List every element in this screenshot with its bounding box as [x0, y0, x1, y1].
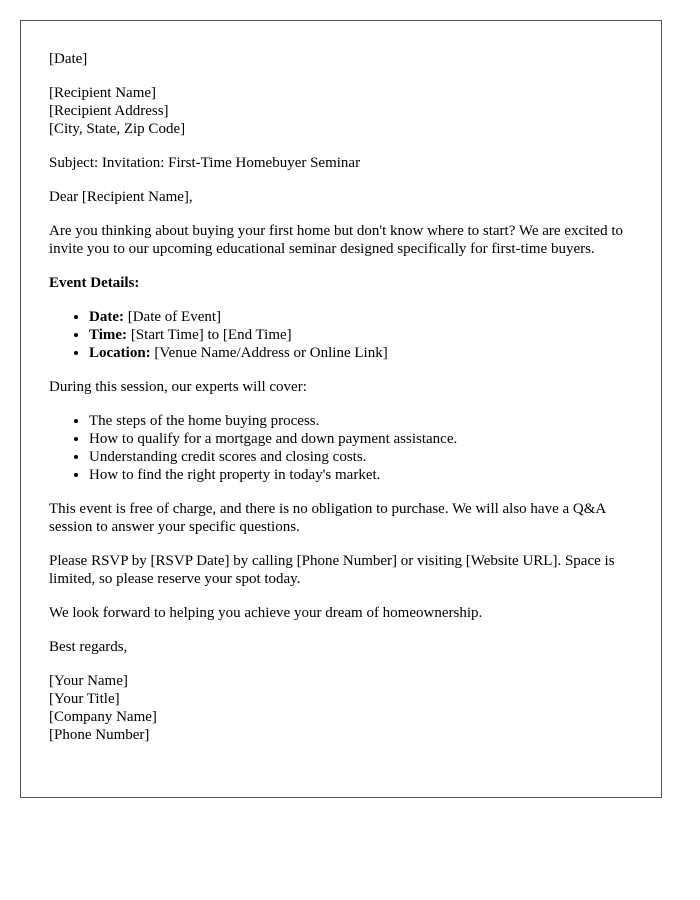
- signature-block: [49, 672, 633, 744]
- closing-paragraph: We look forward to helping you achieve your dream of homeownership.: [49, 605, 483, 621]
- topic-item: • How to find the right property in today's market.: [89, 466, 633, 484]
- event-detail-location: [89, 344, 633, 362]
- recipient-city-state-zip: [City, State, Zip Code]: [49, 121, 186, 137]
- letter-subject: Subject: Invitation: First-Time Homebuyer Seminar: [49, 155, 361, 171]
- event-details-heading-text: Event Details:: [49, 275, 140, 291]
- letter-page: [20, 20, 662, 798]
- rsvp-paragraph: Please RSVP by [RSVP Date] by calling [Phone Number] or visiting [Website URL]. Space is limited, so please reserve your spot today.: [49, 553, 615, 587]
- free-of-charge-paragraph: This event is free of charge, and there is no obligation to purchase. We will also have a Q&A session to answer your specific questions.: [49, 501, 606, 535]
- signature-name: [Your Name]: [49, 673, 128, 689]
- event-detail-label: Date:: [89, 309, 124, 325]
- recipient-block: [49, 84, 633, 138]
- event-detail-label: Location:: [89, 345, 151, 361]
- event-detail-time: [89, 326, 633, 344]
- salutation: Dear [Recipient Name],: [49, 189, 193, 205]
- event-detail-value: [Venue Name/Address or Online Link]: [150, 345, 388, 361]
- event-detail-value: [Date of Event]: [123, 309, 222, 325]
- topic-item: • The steps of the home buying process.: [89, 412, 633, 430]
- event-detail-value: [Start Time] to [End Time]: [127, 327, 292, 343]
- topic-item: • Understanding credit scores and closing costs.: [89, 448, 633, 466]
- event-details-heading: [49, 274, 633, 292]
- letter-date: [Date]: [49, 51, 88, 67]
- signature-title: [Your Title]: [49, 691, 120, 707]
- topic-item: • How to qualify for a mortgage and down payment assistance.: [89, 430, 633, 448]
- recipient-name: [Recipient Name]: [49, 85, 157, 101]
- event-detail-date: [89, 308, 633, 326]
- cover-intro: During this session, our experts will cover:: [49, 379, 307, 395]
- recipient-address: [Recipient Address]: [49, 103, 169, 119]
- intro-paragraph: Are you thinking about buying your first home but don't know where to start? We are excited to invite you to our upcoming educational seminar designed specifically for first-time buyers.: [49, 223, 624, 257]
- event-detail-label: Time:: [89, 327, 128, 343]
- event-details-list: [49, 308, 633, 362]
- sign-off: Best regards,: [49, 639, 128, 655]
- topics-list: [49, 412, 633, 484]
- signature-company: [Company Name]: [49, 709, 157, 725]
- signature-phone: [Phone Number]: [49, 727, 150, 743]
